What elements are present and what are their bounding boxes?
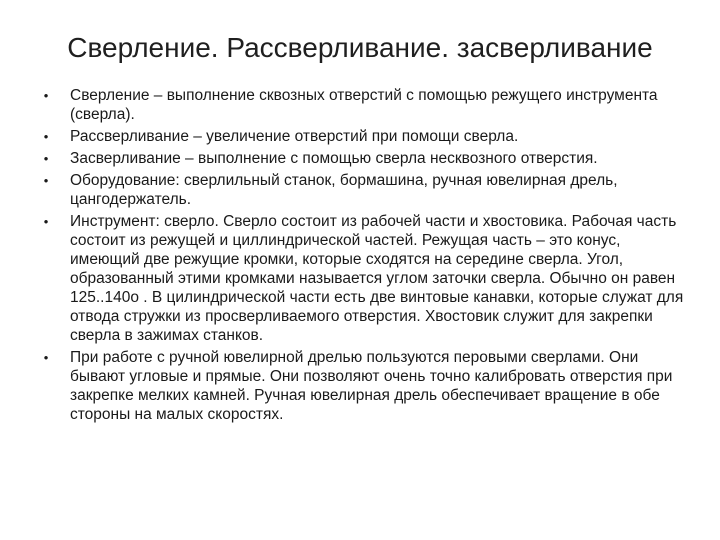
- bullet-text: Оборудование: сверлильный станок, бормашина, ручная ювелирная дрель, цангодержатель.: [70, 172, 618, 208]
- slide-title: Сверление. Рассверливание. засверливание: [67, 32, 653, 63]
- bullet-marker: •: [43, 129, 49, 144]
- bullet-marker: •: [43, 173, 49, 188]
- bullet-list: [36, 86, 686, 427]
- bullet-item: [36, 86, 686, 124]
- bullet-item: [36, 171, 686, 209]
- bullet-item: [36, 348, 686, 424]
- bullet-text: Инструмент: сверло. Сверло состоит из рабочей части и хвостовика. Рабочая часть состоит из режущей и циллиндрической частей. Режущая часть – это конус, имеющий две режущие кромки, которые сходятся на середине сверла. Угол, образованный этими кромками называется углом заточки сверла. Обычно он равен 125..140о . В цилиндрической части есть две винтовые канавки, которые служат для отвода стружки из просверливаемого отверстия. Хвостовик служит для закрепки сверла в зажимах станков.: [70, 213, 684, 344]
- bullet-text: Сверление – выполнение сквозных отверстий с помощью режущего инструмента (сверла).: [70, 87, 658, 123]
- bullet-text: При работе с ручной ювелирной дрелью пользуются перовыми сверлами. Они бывают угловые и прямые. Они позволяют очень точно калибровать отверстия при закрепке мелких камней. Ручная ювелирная дрель обеспечивает вращение в обе стороны на малых скоростях.: [70, 349, 673, 423]
- bullet-item: [36, 149, 686, 168]
- bullet-item: [36, 127, 686, 146]
- bullet-text: Засверливание – выполнение с помощью сверла несквозного отверстия.: [70, 150, 598, 167]
- bullet-marker: •: [43, 151, 49, 166]
- bullet-marker: •: [43, 350, 49, 365]
- bullet-text: Рассверливание – увеличение отверстий при помощи сверла.: [70, 128, 519, 145]
- bullet-marker: •: [43, 214, 49, 229]
- bullet-marker: •: [43, 88, 49, 103]
- bullet-item: [36, 212, 686, 345]
